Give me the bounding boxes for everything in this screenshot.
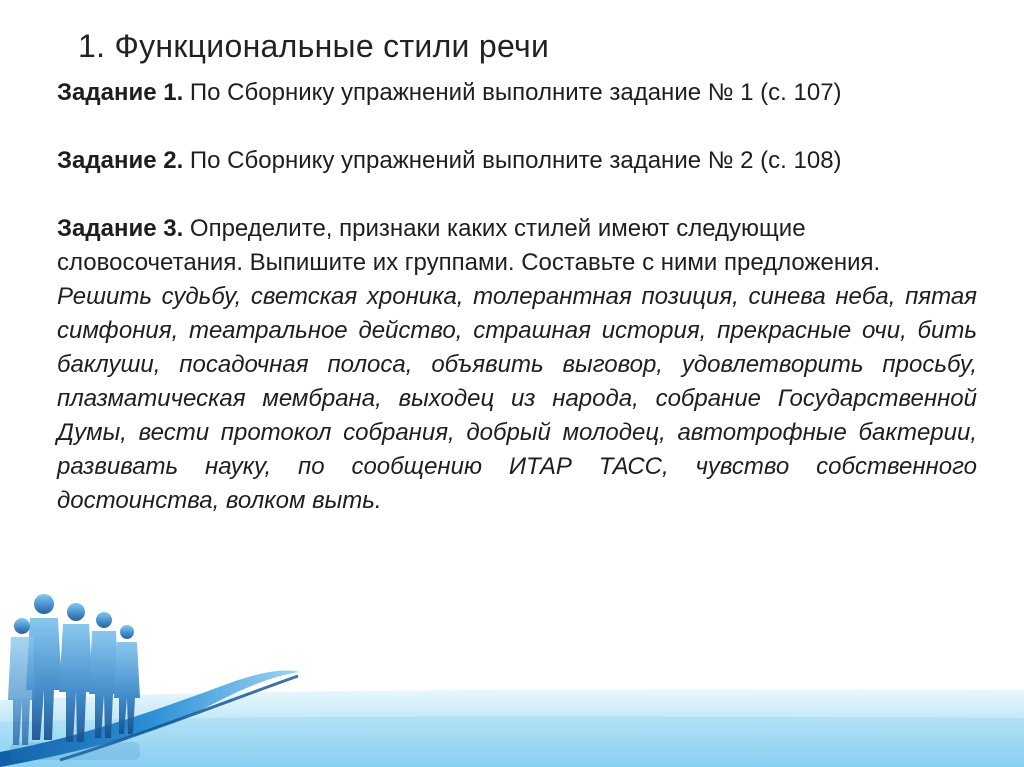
- phrase-list: Решить судьбу, светская хроника, толерантная позиция, синева неба, пятая симфония, театральное действо, страшная история, прекрасные очи, бить баклуши, посадочная полоса, объявить выговор, удовлетворить просьбу, плазматическая мембрана, выходец из народа, собрание Государственной Думы, вести протокол собрания, добрый молодец, автотрофные бактерии, развивать науку, по сообщению ИТАР ТАСС, чувство собственного достоинства, волком выть.: [57, 283, 977, 514]
- slide-content: [57, 76, 977, 518]
- people-silhouettes: [8, 594, 140, 745]
- task-1-text: По Сборнику упражнений выполните задание № 1 (с. 107): [183, 79, 842, 106]
- task-2: [57, 144, 977, 178]
- task-2-text: По Сборнику упражнений выполните задание № 2 (с. 108): [183, 147, 842, 174]
- slide-title: 1. Функциональные стили речи: [78, 28, 550, 64]
- people-reflection: [10, 742, 140, 760]
- task-2-label: Задание 2.: [57, 147, 184, 174]
- task-1: [57, 76, 977, 110]
- task-3-text: Определите, признаки каких стилей имеют следующие словосочетания. Выпишите их группами. Составьте с ними предложения.: [57, 215, 881, 276]
- task-3: [57, 212, 977, 280]
- task-3-label: Задание 3.: [57, 215, 184, 242]
- task-1-label: Задание 1.: [57, 79, 184, 106]
